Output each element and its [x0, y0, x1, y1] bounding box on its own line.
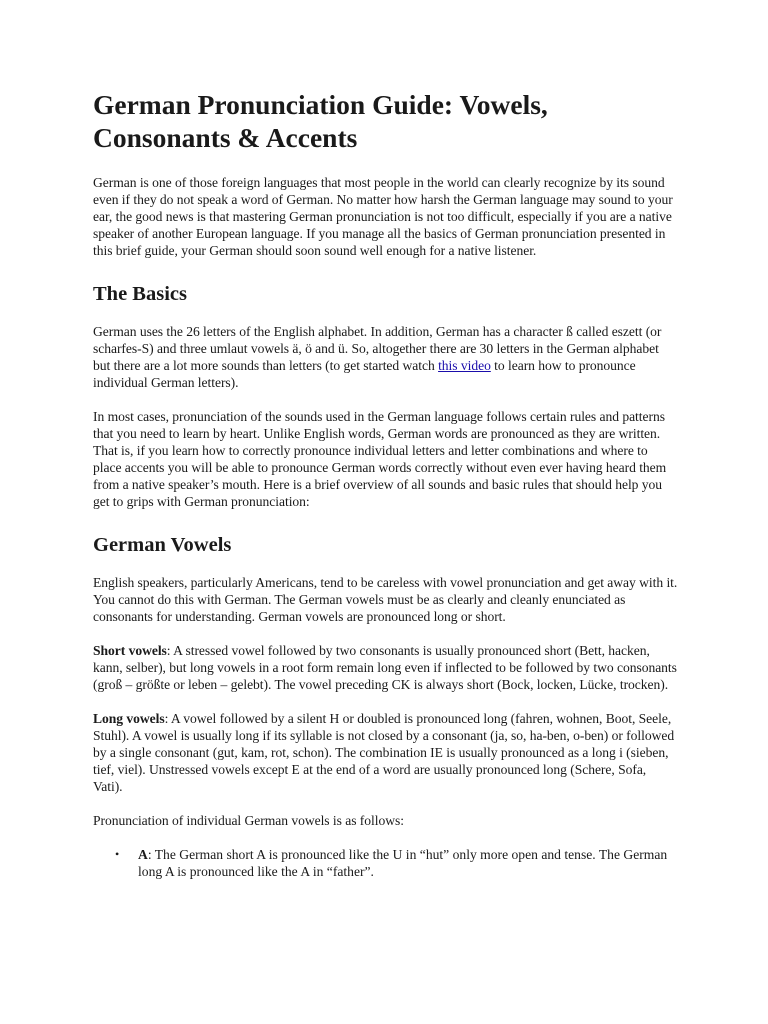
basics-heading: The Basics	[93, 283, 187, 305]
vowel-description: : The German short A is pronounced like the U in “hut” only more open and tense. The German long A is pronounced like the A in “father”.	[138, 847, 668, 879]
short-vowels-text: : A stressed vowel followed by two consonants is usually pronounced short (Bett, hacken, kann, selber), but long vowels in a root form remain long even if inflected to be followed by two consonants (groß – größte or leben – gelebt). The vowel preceding CK is always short (Bock, locken, Lücke, trocken).	[93, 643, 677, 692]
basics-paragraph-2: In most cases, pronunciation of the sounds used in the German language follows certain rules and patterns that you need to learn by heart. Unlike English words, German words are pronounced as they are written. That is, if you learn how to correctly pronounce individual letters and letter combinations and where to place accents you will be able to pronounce German words correctly without even ever having heard them from a native speaker’s mouth. Here is a brief overview of all sounds and basic rules that should help you get to grips with German pronunciation:	[93, 409, 667, 509]
this-video-link[interactable]: this video	[438, 358, 491, 373]
basics-paragraph-1	[93, 323, 678, 391]
page-title-line-2: Consonants & Accents	[93, 122, 358, 153]
page-title	[93, 88, 678, 154]
long-vowels-label: Long vowels	[93, 711, 165, 726]
short-vowels-label: Short vowels	[93, 643, 167, 658]
vowels-paragraph-1: English speakers, particularly Americans, tend to be careless with vowel pronunciation and get away with it. You cannot do this with German. The German vowels must be as clearly and cleanly enunciated as consonants for understanding. German vowels are pronounced long or short.	[93, 575, 678, 624]
vowels-heading: German Vowels	[93, 534, 232, 556]
intro-paragraph: German is one of those foreign languages that most people in the world can clearly recognize by its sound even if they do not speak a word of German. No matter how harsh the German language may sound to your ear, the good news is that mastering German pronunciation is not too difficult, especially if you are a native speaker of another European language. If you manage all the basics of German pronunciation presented in this brief guide, your German should soon sound well enough for a native listener.	[93, 175, 673, 258]
long-vowels-paragraph	[93, 710, 678, 795]
long-vowels-text: : A vowel followed by a silent H or doubled is pronounced long (fahren, wohnen, Boot, Seele, Stuhl). A vowel is usually long if its syllable is not closed by a consonant (ja, so, ha-ben, o-ben) or followed by a single consonant (gut, kam, rot, schon). The combination IE is usually pronounced as a long i (sieben, tief, viel). Unstressed vowels except E at the end of a word are usually pronounced long (Schere, Sofa, Vati).	[93, 711, 675, 794]
vowel-letter: A	[138, 847, 148, 862]
page-title-line-1: German Pronunciation Guide: Vowels,	[93, 89, 548, 120]
basics-p1-text-before: German uses the 26 letters of the English alphabet. In addition, German has a character ß called eszett (or scharfes-S) and three umlaut vowels ä, ö and ü. So, altogether there are 30 letters in the German alphabet but there are a lot more sounds than letters (to get started watch	[93, 324, 662, 373]
short-vowels-paragraph	[93, 642, 678, 693]
vowel-list	[93, 846, 678, 880]
vowel-list-intro: Pronunciation of individual German vowels is as follows:	[93, 813, 404, 828]
basics-p1-text-after: to learn how to pronounce individual German letters).	[93, 358, 636, 390]
document-page	[93, 88, 678, 880]
list-item	[93, 846, 678, 880]
bullet-icon: •	[115, 847, 120, 861]
